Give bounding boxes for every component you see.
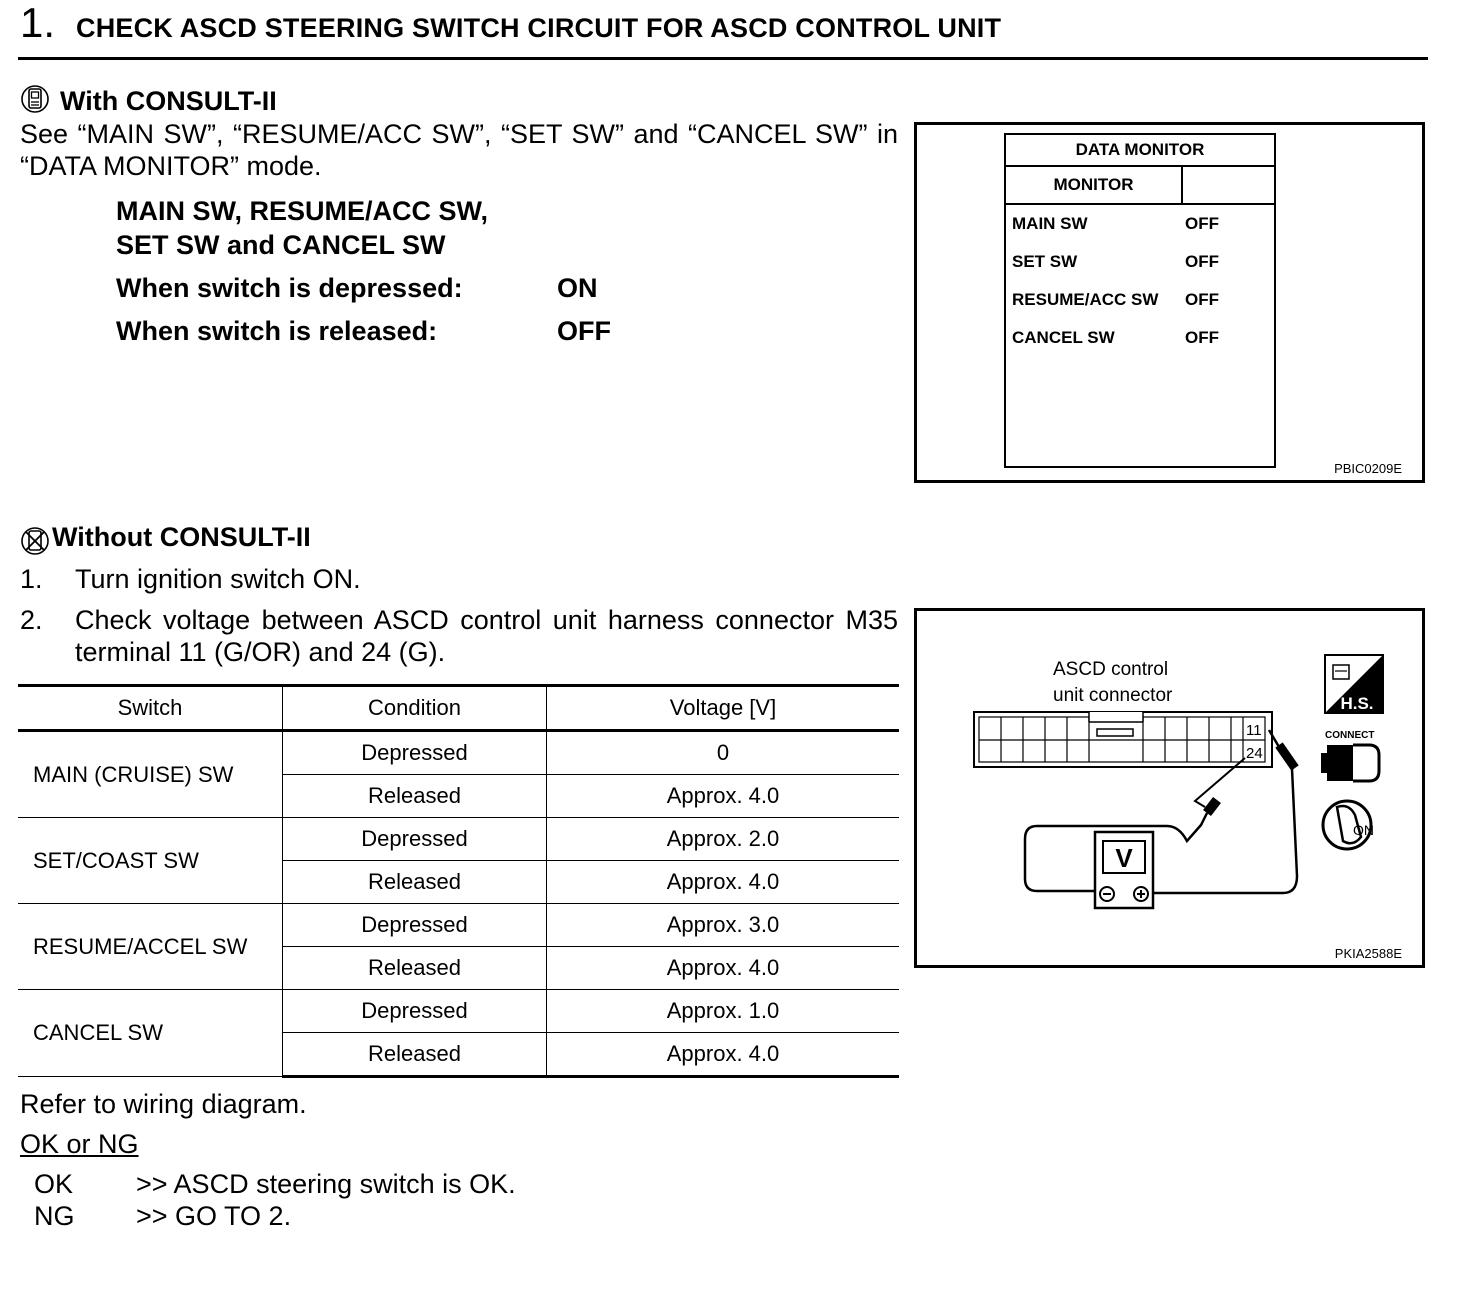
condition-cell: Depressed bbox=[283, 990, 547, 1033]
voltage-cell: Approx. 3.0 bbox=[547, 904, 900, 947]
result-row bbox=[34, 1168, 516, 1200]
switch-cell: CANCEL SW bbox=[18, 990, 283, 1077]
criteria-label: When switch is released: bbox=[116, 315, 438, 346]
condition-cell: Depressed bbox=[283, 904, 547, 947]
voltage-cell: Approx. 4.0 bbox=[547, 861, 900, 904]
voltage-cell: Approx. 4.0 bbox=[547, 775, 900, 818]
data-monitor-figure bbox=[914, 122, 1425, 483]
table-row bbox=[18, 904, 899, 947]
data-monitor-header bbox=[1006, 167, 1274, 205]
voltage-table bbox=[18, 684, 899, 1078]
voltmeter bbox=[1095, 832, 1153, 908]
connect-label: CONNECT bbox=[1325, 730, 1375, 741]
header-divider bbox=[18, 57, 1428, 60]
monitor-row bbox=[1006, 243, 1274, 281]
table-row bbox=[18, 990, 899, 1033]
refer-text: Refer to wiring diagram. bbox=[20, 1089, 307, 1119]
connector-label-line2: unit connector bbox=[1053, 685, 1173, 706]
result-key: NG bbox=[34, 1201, 75, 1231]
no-consult-icon bbox=[20, 526, 50, 556]
voltage-cell: Approx. 4.0 bbox=[547, 947, 900, 990]
criteria-heading-1: MAIN SW, RESUME/ACC SW, bbox=[116, 196, 489, 226]
monitor-item-value: OFF bbox=[1185, 214, 1219, 233]
monitor-item-name: SET SW bbox=[1012, 252, 1078, 271]
without-consult-title: Without CONSULT-II bbox=[52, 522, 311, 552]
hs-label: H.S. bbox=[1340, 694, 1374, 713]
hs-badge-icon bbox=[1325, 655, 1383, 713]
result-text: >> GO TO 2. bbox=[136, 1201, 292, 1231]
step-text: Check voltage between ASCD control unit harness connector M35 terminal 11 (G/OR) and 24 (G). bbox=[75, 605, 898, 667]
voltage-cell: Approx. 1.0 bbox=[547, 990, 900, 1033]
connector-label-line1: ASCD control bbox=[1053, 659, 1169, 680]
criteria-row bbox=[116, 266, 611, 309]
voltage-cell: Approx. 4.0 bbox=[547, 1033, 900, 1077]
figure-code: PKIA2588E bbox=[1334, 946, 1402, 961]
with-consult-title: With CONSULT-II bbox=[60, 86, 277, 116]
monitor-row bbox=[1006, 319, 1274, 357]
criteria-heading-2: SET SW and CANCEL SW bbox=[116, 230, 446, 260]
figure-code: PBIC0209E bbox=[1334, 461, 1402, 476]
criteria-block bbox=[116, 194, 611, 352]
criteria-label: When switch is depressed: bbox=[116, 272, 463, 303]
connector-diagram bbox=[917, 611, 1422, 965]
data-monitor-title: DATA MONITOR bbox=[1006, 135, 1274, 167]
monitor-item-value: OFF bbox=[1185, 252, 1219, 271]
result-row bbox=[34, 1200, 291, 1232]
step-item bbox=[20, 604, 900, 668]
result-key: OK bbox=[34, 1169, 74, 1199]
condition-cell: Released bbox=[283, 861, 547, 904]
harness-connector bbox=[974, 712, 1272, 767]
table-header-row bbox=[18, 686, 899, 731]
monitor-item-value: OFF bbox=[1185, 328, 1219, 347]
monitor-item-name: RESUME/ACC SW bbox=[1012, 290, 1159, 309]
on-label: ON bbox=[1353, 822, 1374, 838]
condition-cell: Released bbox=[283, 947, 547, 990]
switch-cell: MAIN (CRUISE) SW bbox=[18, 731, 283, 818]
condition-cell: Depressed bbox=[283, 818, 547, 861]
table-row bbox=[18, 818, 899, 861]
monitor-row bbox=[1006, 281, 1274, 319]
with-consult-description: See “MAIN SW”, “RESUME/ACC SW”, “SET SW” and “CANCEL SW” in “DATA MONITOR” mode. bbox=[20, 119, 898, 181]
step-number: 1. bbox=[20, 0, 56, 46]
monitor-item-name: CANCEL SW bbox=[1012, 328, 1115, 347]
connect-icon bbox=[1321, 745, 1379, 781]
criteria-row bbox=[116, 309, 611, 352]
voltage-cell: 0 bbox=[547, 731, 900, 775]
result-text: >> ASCD steering switch is OK. bbox=[136, 1169, 516, 1199]
switch-cell: SET/COAST SW bbox=[18, 818, 283, 904]
monitor-item-name: MAIN SW bbox=[1012, 214, 1088, 233]
page-title: CHECK ASCD STEERING SWITCH CIRCUIT FOR ASCD CONTROL UNIT bbox=[76, 13, 1002, 43]
condition-cell: Released bbox=[283, 1033, 547, 1077]
terminal-11-label: 11 bbox=[1246, 722, 1262, 739]
condition-cell: Depressed bbox=[283, 731, 547, 775]
column-header: Voltage [V] bbox=[547, 686, 900, 731]
switch-cell: RESUME/ACCEL SW bbox=[18, 904, 283, 990]
step-number-label: 2. bbox=[20, 605, 43, 635]
ok-or-ng-heading: OK or NG bbox=[20, 1129, 139, 1159]
voltage-cell: Approx. 2.0 bbox=[547, 818, 900, 861]
step-number-label: 1. bbox=[20, 564, 43, 594]
monitor-column-header: MONITOR bbox=[1006, 167, 1183, 203]
connector-figure bbox=[914, 608, 1425, 968]
monitor-item-value: OFF bbox=[1185, 290, 1219, 309]
meter-symbol: V bbox=[1115, 843, 1133, 873]
table-row bbox=[18, 731, 899, 775]
step-text: Turn ignition switch ON. bbox=[75, 564, 361, 594]
criteria-value: ON bbox=[557, 272, 598, 303]
column-header: Switch bbox=[18, 686, 283, 731]
terminal-24-label: 24 bbox=[1246, 745, 1263, 762]
monitor-row bbox=[1006, 205, 1274, 243]
ignition-on-icon bbox=[1323, 801, 1374, 849]
criteria-value: OFF bbox=[557, 315, 611, 346]
column-header: Condition bbox=[283, 686, 547, 731]
data-monitor-panel bbox=[1004, 133, 1276, 468]
condition-cell: Released bbox=[283, 775, 547, 818]
consult-icon bbox=[20, 84, 50, 114]
step-item bbox=[20, 563, 900, 595]
